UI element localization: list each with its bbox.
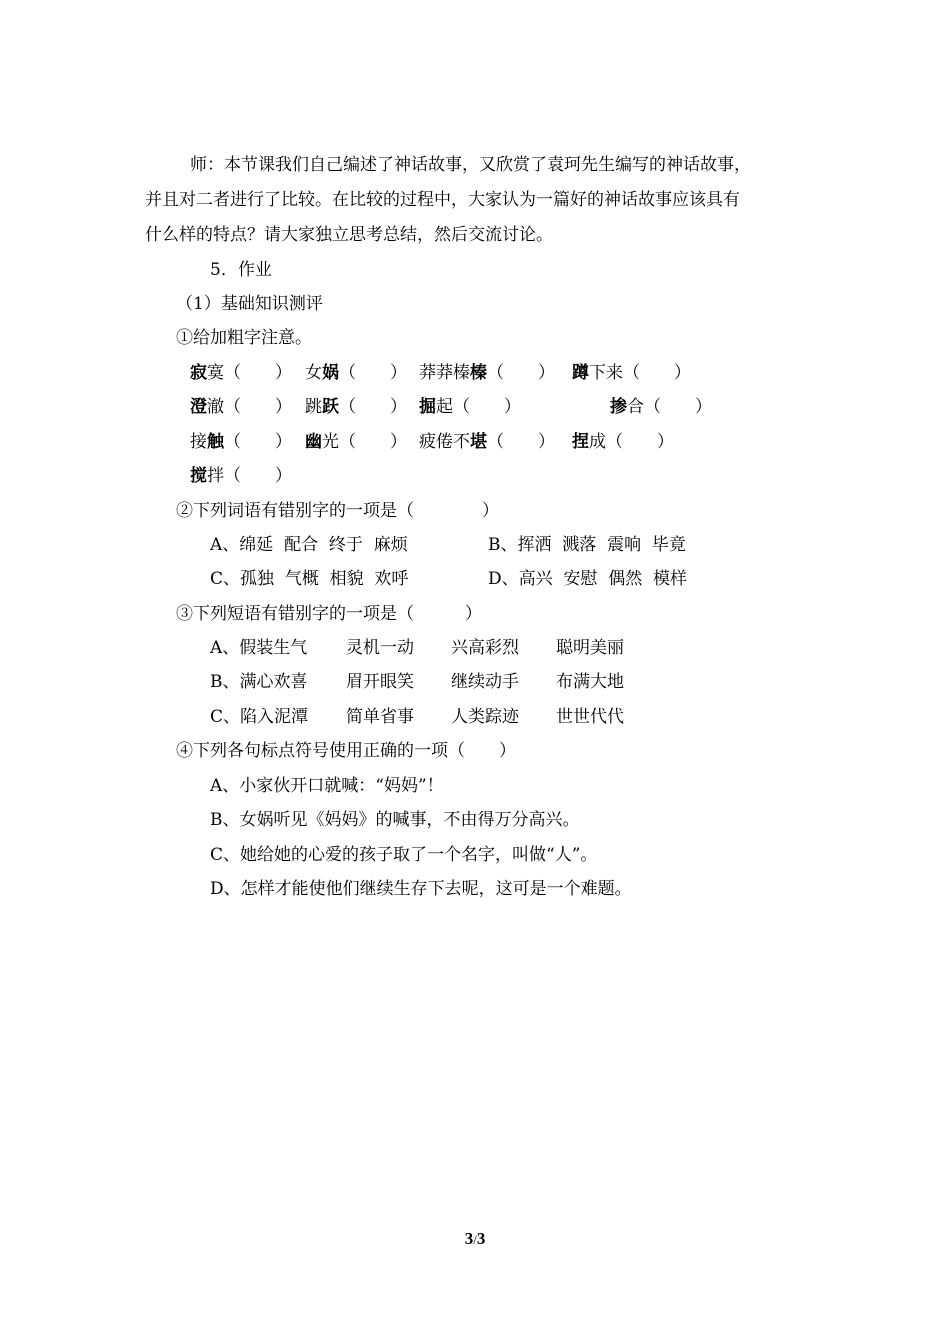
phrase: 灵机一动 xyxy=(346,638,414,658)
question-4-option-c: C、她给她的心爱的孩子取了一个名字，叫做“人”。 xyxy=(210,845,598,865)
vocab-item: 搅拌（ ） xyxy=(190,466,292,486)
phrase: B、满心欢喜 xyxy=(210,672,308,692)
question-1-title: ①给加粗字注意。 xyxy=(176,328,312,348)
question-2-option-a: A、绵延 配合 终于 麻烦 xyxy=(210,535,408,555)
vocab-item: 掺合（ ） xyxy=(610,397,712,417)
question-2-option-b: B、挥洒 溅落 震响 毕竟 xyxy=(488,535,686,555)
bold-char: 触 xyxy=(207,432,224,452)
phrase: 继续动手 xyxy=(451,672,519,692)
bold-char: 掘 xyxy=(419,397,436,417)
phrase: 兴高彩烈 xyxy=(451,638,519,658)
bold-char: 蹲 xyxy=(572,363,589,383)
question-2-option-c: C、孤独 气概 相貌 欢呼 xyxy=(210,569,409,589)
vocab-item: 澄澈（ ） xyxy=(190,397,292,417)
question-4-option-d: D、怎样才能使他们继续生存下去呢，这可是一个难题。 xyxy=(210,879,632,899)
vocab-item: 蹲下来（ ） xyxy=(572,363,691,383)
vocab-item: 掘起（ ） xyxy=(419,397,521,417)
bold-char: 掺 xyxy=(610,397,627,417)
vocab-item: 幽光（ ） xyxy=(305,432,407,452)
phrase: 世世代代 xyxy=(556,707,624,727)
paragraph-line-2: 并且对二者进行了比较。在比较的过程中，大家认为一篇好的神话故事应该具有 xyxy=(145,190,740,210)
vocab-item: 接触（ ） xyxy=(190,432,292,452)
bold-char: 澄 xyxy=(190,397,207,417)
bold-char: 娲 xyxy=(322,363,339,383)
question-4-title: ④下列各句标点符号使用正确的一项（ ） xyxy=(176,741,516,761)
bold-char: 堪 xyxy=(470,432,487,452)
paragraph-line-1: 师：本节课我们自己编述了神话故事，又欣赏了袁珂先生编写的神话故事， xyxy=(190,155,751,175)
phrase: 布满大地 xyxy=(556,672,624,692)
bold-char: 捏 xyxy=(572,432,589,452)
question-4-option-a: A、小家伙开口就喊：“妈妈”！ xyxy=(210,776,444,796)
paragraph-line-3: 什么样的特点？请大家独立思考总结，然后交流讨论。 xyxy=(145,225,553,245)
bold-char: 榛 xyxy=(470,363,487,383)
phrase: 聪明美丽 xyxy=(556,638,624,658)
phrase: 眉开眼笑 xyxy=(346,672,414,692)
subsection-heading: （1）基础知识测评 xyxy=(176,294,323,314)
page-separator: / xyxy=(473,1232,477,1247)
phrase: 人类踪迹 xyxy=(451,707,519,727)
vocab-item: 疲倦不堪（ ） xyxy=(419,432,555,452)
question-4-option-b: B、女娲听见《妈妈》的喊事，不由得万分高兴。 xyxy=(210,810,580,830)
bold-char: 搅 xyxy=(190,466,207,486)
section-heading: 5．作业 xyxy=(210,260,272,280)
bold-char: 跃 xyxy=(322,397,339,417)
page-current: 3 xyxy=(464,1229,474,1248)
phrase: 简单省事 xyxy=(346,707,414,727)
vocab-item: 莽莽榛榛（ ） xyxy=(419,363,555,383)
vocab-item: 跳跃（ ） xyxy=(305,397,407,417)
phrase: C、陷入泥潭 xyxy=(210,707,309,727)
page-total: 3 xyxy=(476,1229,486,1248)
question-3-title: ③下列短语有错别字的一项是（ ） xyxy=(176,604,482,624)
vocab-item: 女娲（ ） xyxy=(305,363,407,383)
question-2-title: ②下列词语有错别字的一项是（ ） xyxy=(176,501,499,521)
vocab-item: 寂寞（ ） xyxy=(190,363,292,383)
bold-char: 幽 xyxy=(305,432,322,452)
page-number xyxy=(0,1229,950,1250)
bold-char: 寂 xyxy=(190,363,207,383)
vocab-item: 捏成（ ） xyxy=(572,432,674,452)
question-2-option-d: D、高兴 安慰 偶然 模样 xyxy=(488,569,688,589)
phrase: A、假装生气 xyxy=(210,638,308,658)
